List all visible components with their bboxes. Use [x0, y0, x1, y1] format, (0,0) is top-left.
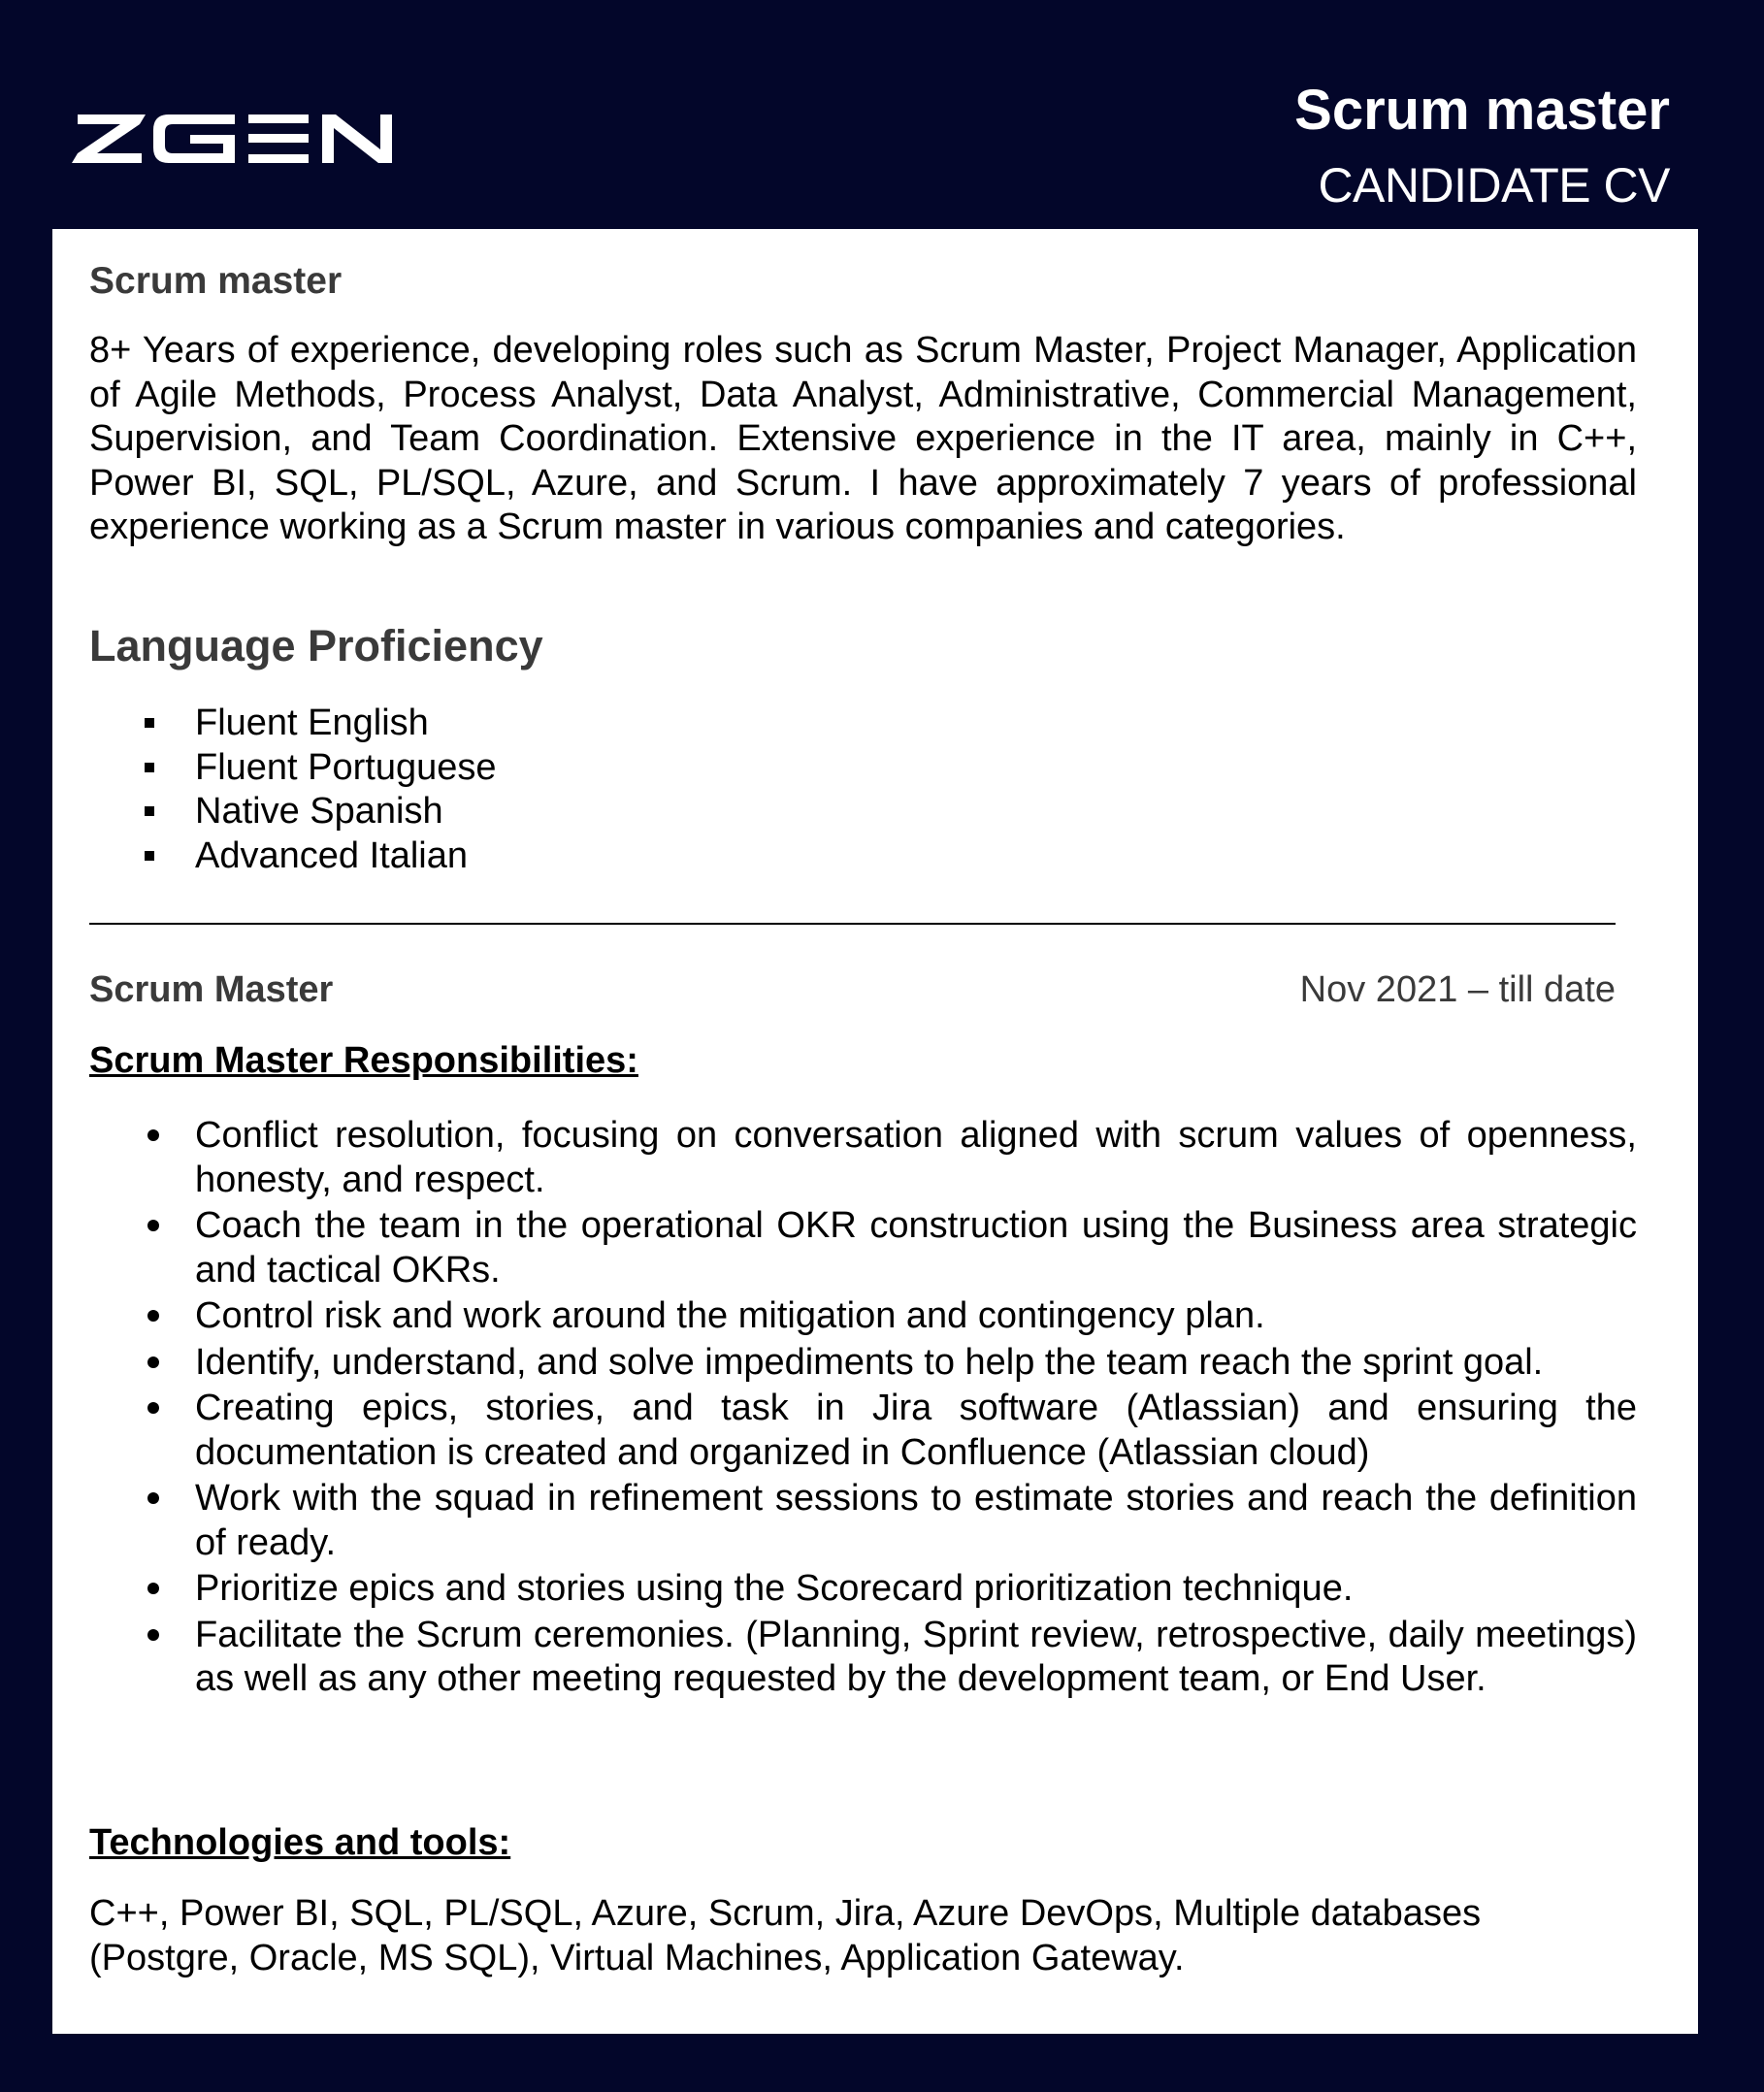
header-subtitle: CANDIDATE CV	[1318, 158, 1670, 212]
language-item	[89, 790, 497, 834]
round-bullet-icon	[147, 1310, 159, 1322]
tools-heading: Technologies and tools:	[89, 1822, 511, 1863]
header	[0, 0, 1764, 227]
language-item-label: Fluent Portuguese	[195, 746, 497, 788]
section-divider	[89, 923, 1616, 925]
language-item-label: Fluent English	[195, 703, 429, 743]
responsibility-text: Prioritize epics and stories using the Scorecard prioritization technique.	[195, 1568, 1354, 1609]
language-item	[89, 702, 497, 746]
job-date: Nov 2021 – till date	[1299, 969, 1616, 1010]
round-bullet-icon	[147, 1357, 159, 1368]
round-bullet-icon	[147, 1492, 159, 1504]
header-title: Scrum master	[1294, 79, 1670, 142]
responsibilities-list	[89, 1114, 1637, 1704]
zgen-logo	[72, 109, 398, 169]
square-bullet-icon	[145, 806, 154, 816]
language-heading: Language Proficiency	[89, 621, 543, 670]
round-bullet-icon	[147, 1629, 159, 1641]
responsibility-text: Facilitate the Scrum ceremonies. (Planning, Sprint review, retrospective, daily meetings) as well as any other meeting requested by the development team, or End User.	[195, 1614, 1637, 1699]
responsibility-text: Conflict resolution, focusing on conversation aligned with scrum values of openness, honesty, and respect.	[195, 1115, 1637, 1200]
responsibility-text: Work with the squad in refinement sessions to estimate stories and reach the definition of ready.	[195, 1478, 1637, 1563]
tools-text: C++, Power BI, SQL, PL/SQL, Azure, Scrum, Jira, Azure DevOps, Multiple databases (Postgre, Oracle, MS SQL), Virtual Machines, Application Gateway.	[89, 1893, 1482, 1978]
responsibility-text: Identify, understand, and solve impediments to help the team reach the sprint goal.	[195, 1341, 1544, 1383]
round-bullet-icon	[147, 1220, 159, 1231]
responsibility-item	[89, 1614, 1637, 1702]
responsibility-item	[89, 1341, 1637, 1386]
square-bullet-icon	[145, 851, 154, 861]
cv-sheet	[52, 229, 1698, 2034]
square-bullet-icon	[145, 763, 154, 772]
responsibility-item	[89, 1567, 1637, 1612]
responsibility-text: Creating epics, stories, and task in Jira software (Atlassian) and ensuring the documentation is created and organized in Confluence (Atlassian cloud)	[195, 1388, 1637, 1473]
job-title: Scrum Master	[89, 969, 334, 1010]
language-item-label: Native Spanish	[195, 791, 443, 832]
language-item	[89, 834, 497, 879]
responsibility-item	[89, 1477, 1637, 1565]
responsibilities-heading: Scrum Master Responsibilities:	[89, 1040, 638, 1081]
responsibility-text: Coach the team in the operational OKR construction using the Business area strategic and tactical OKRs.	[195, 1205, 1637, 1291]
language-item-label: Advanced Italian	[195, 834, 468, 876]
square-bullet-icon	[145, 718, 154, 728]
language-item	[89, 746, 497, 791]
round-bullet-icon	[147, 1402, 159, 1414]
round-bullet-icon	[147, 1129, 159, 1141]
round-bullet-icon	[147, 1583, 159, 1594]
responsibility-text: Control risk and work around the mitigation and contingency plan.	[195, 1295, 1265, 1336]
responsibility-item	[89, 1204, 1637, 1292]
summary-text: 8+ Years of experience, developing roles such as Scrum Master, Project Manager, Application of Agile Methods, Process Analyst, Data Analyst, Administrative, Commercial Management, Supervision, and Team Coordination. Extensive experience in the IT area, mainly in C++, Power BI, SQL, PL/SQL, Azure, and Scrum. I have approximately 7 years of professional experience working as a Scrum master in various companies and categories.	[89, 330, 1637, 547]
summary-heading: Scrum master	[89, 260, 343, 302]
responsibility-item	[89, 1387, 1637, 1475]
language-list	[89, 702, 497, 878]
responsibility-item	[89, 1114, 1637, 1202]
responsibility-item	[89, 1294, 1637, 1339]
